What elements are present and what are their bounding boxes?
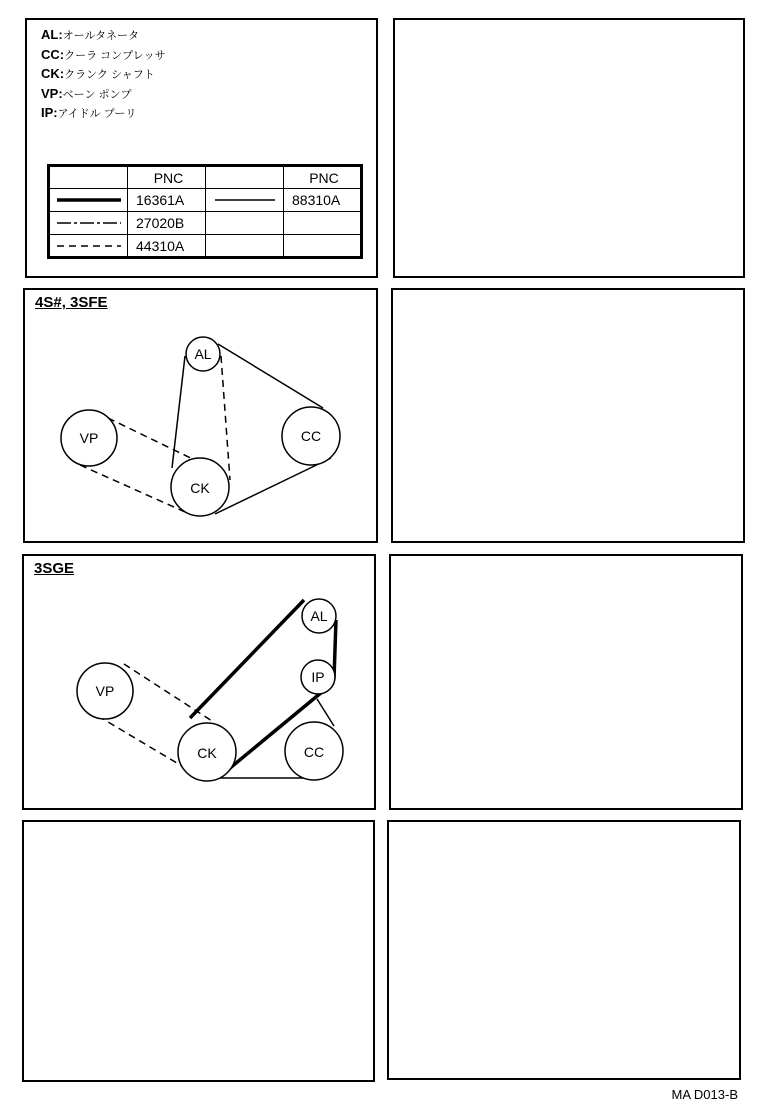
belt-segment [215,458,331,514]
pnc-row [49,212,362,235]
legend-item-ip: IP:アイドル プーリ [41,105,137,120]
pnc-code: 16361A [128,189,206,212]
vp-label: VP [79,430,99,446]
belt-segment [80,465,185,512]
ip-label: IP [311,669,325,685]
pnc-header-row [49,166,362,189]
empty-panel [22,820,375,1082]
pnc-table [47,164,363,259]
line-style-header-2 [206,166,284,189]
legend-item-ck: CK:クランク シャフト [41,66,155,81]
empty-panel [389,554,743,810]
belt-segment [221,356,230,480]
belt-diagram-panel-2 [22,554,376,810]
line-style-header [49,166,128,189]
pnc-row [49,235,362,258]
cc-label: CC [300,428,322,444]
belt-diagram [24,556,378,812]
belt-segment [98,716,192,772]
ck-label: CK [197,745,217,761]
empty-panel [387,820,741,1080]
pnc-row [49,189,362,212]
empty-panel [393,18,745,278]
ck-label: CK [190,480,210,496]
pnc-code: 44310A [128,235,206,258]
pnc-header: PNC [128,166,206,189]
thick-line-sample [49,189,128,212]
legend-item-vp: VP:ベーン ポンプ [41,85,132,101]
engine-label: 4S#, 3SFE [35,294,108,311]
empty-cell [284,212,362,235]
belt-segment [190,600,304,718]
engine-label: 3SGE [34,560,75,577]
legend-panel [25,18,378,278]
figure-code: MA D013-B [671,1087,738,1102]
dashed-line-sample [49,235,128,258]
al-label: AL [194,346,212,362]
belt-diagram-panel-1 [23,288,378,543]
legend-item-cc: CC:クーラ コンプレッサ [41,46,166,62]
empty-panel [391,288,745,543]
belt-segment [108,418,203,464]
empty-cell [284,235,362,258]
abbreviation-list [41,26,166,124]
thin-line-sample [206,189,284,212]
pnc-code: 27020B [128,212,206,235]
belt-segment [124,664,212,721]
vp-label: VP [95,683,115,699]
al-label: AL [310,608,328,624]
pnc-code-2: 88310A [284,189,362,212]
legend-item-al: AL:オールタネータ [41,27,140,42]
empty-cell [206,235,284,258]
belt-segment [218,344,323,408]
dashdot-line-sample [49,212,128,235]
cc-label: CC [303,744,325,760]
empty-cell [206,212,284,235]
belt-segment [172,356,185,468]
pnc-header-2: PNC [284,166,362,189]
belt-diagram [25,290,380,545]
